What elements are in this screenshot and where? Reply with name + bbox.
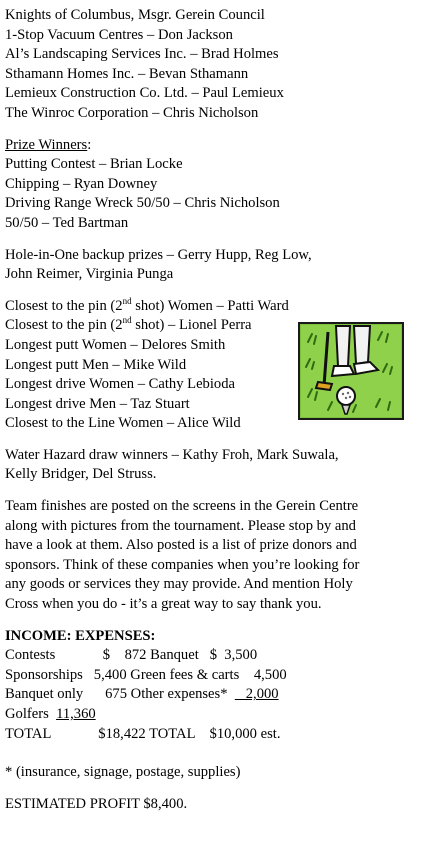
finance-row: Golfers 11,360 [5,706,96,722]
prize-winners-heading: Prize Winners: [5,136,92,153]
water-hazard-line: Water Hazard draw winners – Kathy Froh, Mark Suwala, [5,446,339,463]
paragraph-line: Team finishes are posted on the screens in the Gerein Centre [5,498,359,515]
sponsors-list [5,6,423,124]
golf-clipart-icon [298,322,404,420]
finance-row: Contests $ 872 Banquet $ 3,500 [5,647,258,664]
sponsor-line: Sthamann Homes Inc. – Bevan Sthamann [5,65,249,82]
sponsor-line: The Winroc Corporation – Chris Nicholson [5,104,259,121]
hole-in-one-section [5,246,423,285]
award-line: Longest drive Women – Cathy Lebioda [5,376,235,393]
award-line: Closest to the Line Women – Alice Wild [5,415,241,432]
estimated-profit: ESTIMATED PROFIT $8,400. [5,795,188,812]
prize-winners-section [5,136,423,234]
prize-winner-line: 50/50 – Ted Bartman [5,214,129,231]
sponsor-line: Knights of Columbus, Msgr. Gerein Council [5,7,265,23]
team-finishes-paragraph [5,497,423,615]
sponsor-line: Lemieux Construction Co. Ltd. – Paul Lemieux [5,85,284,102]
paragraph-line: any goods or services they may provide. And mention Holy [5,576,353,593]
closest-pin-women: Closest to the pin (2nd shot) Women – Patti Ward [5,295,289,314]
hole-in-one-line: Hole-in-One backup prizes – Gerry Hupp, Reg Low, [5,246,312,263]
award-line: Longest drive Men – Taz Stuart [5,395,190,412]
water-hazard-line: Kelly Bridger, Del Struss. [5,466,157,483]
finance-total-row: TOTAL $18,422 TOTAL $10,000 est. [5,725,281,742]
prize-winners-title: Prize Winners [5,136,88,153]
water-hazard-section [5,446,423,485]
paragraph-line: Cross when you do - it’s a great way to say thank you. [5,596,322,613]
finance-row: Sponsorships 5,400 Green fees & carts 4,500 [5,666,287,683]
paragraph-line: have a look at them. Also posted is a list of prize donors and [5,537,357,554]
paragraph-line: sponsors. Think of these companies when you’re looking for [5,556,360,573]
prize-winner-line: Chipping – Ryan Downey [5,175,158,192]
award-line: Longest putt Women – Delores Smith [5,336,226,353]
award-line: Longest putt Men – Mike Wild [5,356,187,373]
finance-heading: INCOME: EXPENSES: [5,627,156,644]
finance-table [5,627,423,745]
paragraph-line: along with pictures from the tournament. Please stop by and [5,517,356,534]
sponsor-line: 1-Stop Vacuum Centres – Don Jackson [5,26,233,43]
prize-winner-line: Driving Range Wreck 50/50 – Chris Nicholson [5,195,280,212]
sponsor-line: Al’s Landscaping Services Inc. – Brad Holmes [5,46,279,63]
footnote: * (insurance, signage, postage, supplies) [5,764,241,781]
hole-in-one-line: John Reimer, Virginia Punga [5,266,174,283]
finance-row: Banquet only 675 Other expenses* 2,000 [5,686,279,703]
prize-winner-line: Putting Contest – Brian Locke [5,156,183,173]
closest-pin-men: Closest to the pin (2nd shot) – Lionel Perra [5,315,252,334]
